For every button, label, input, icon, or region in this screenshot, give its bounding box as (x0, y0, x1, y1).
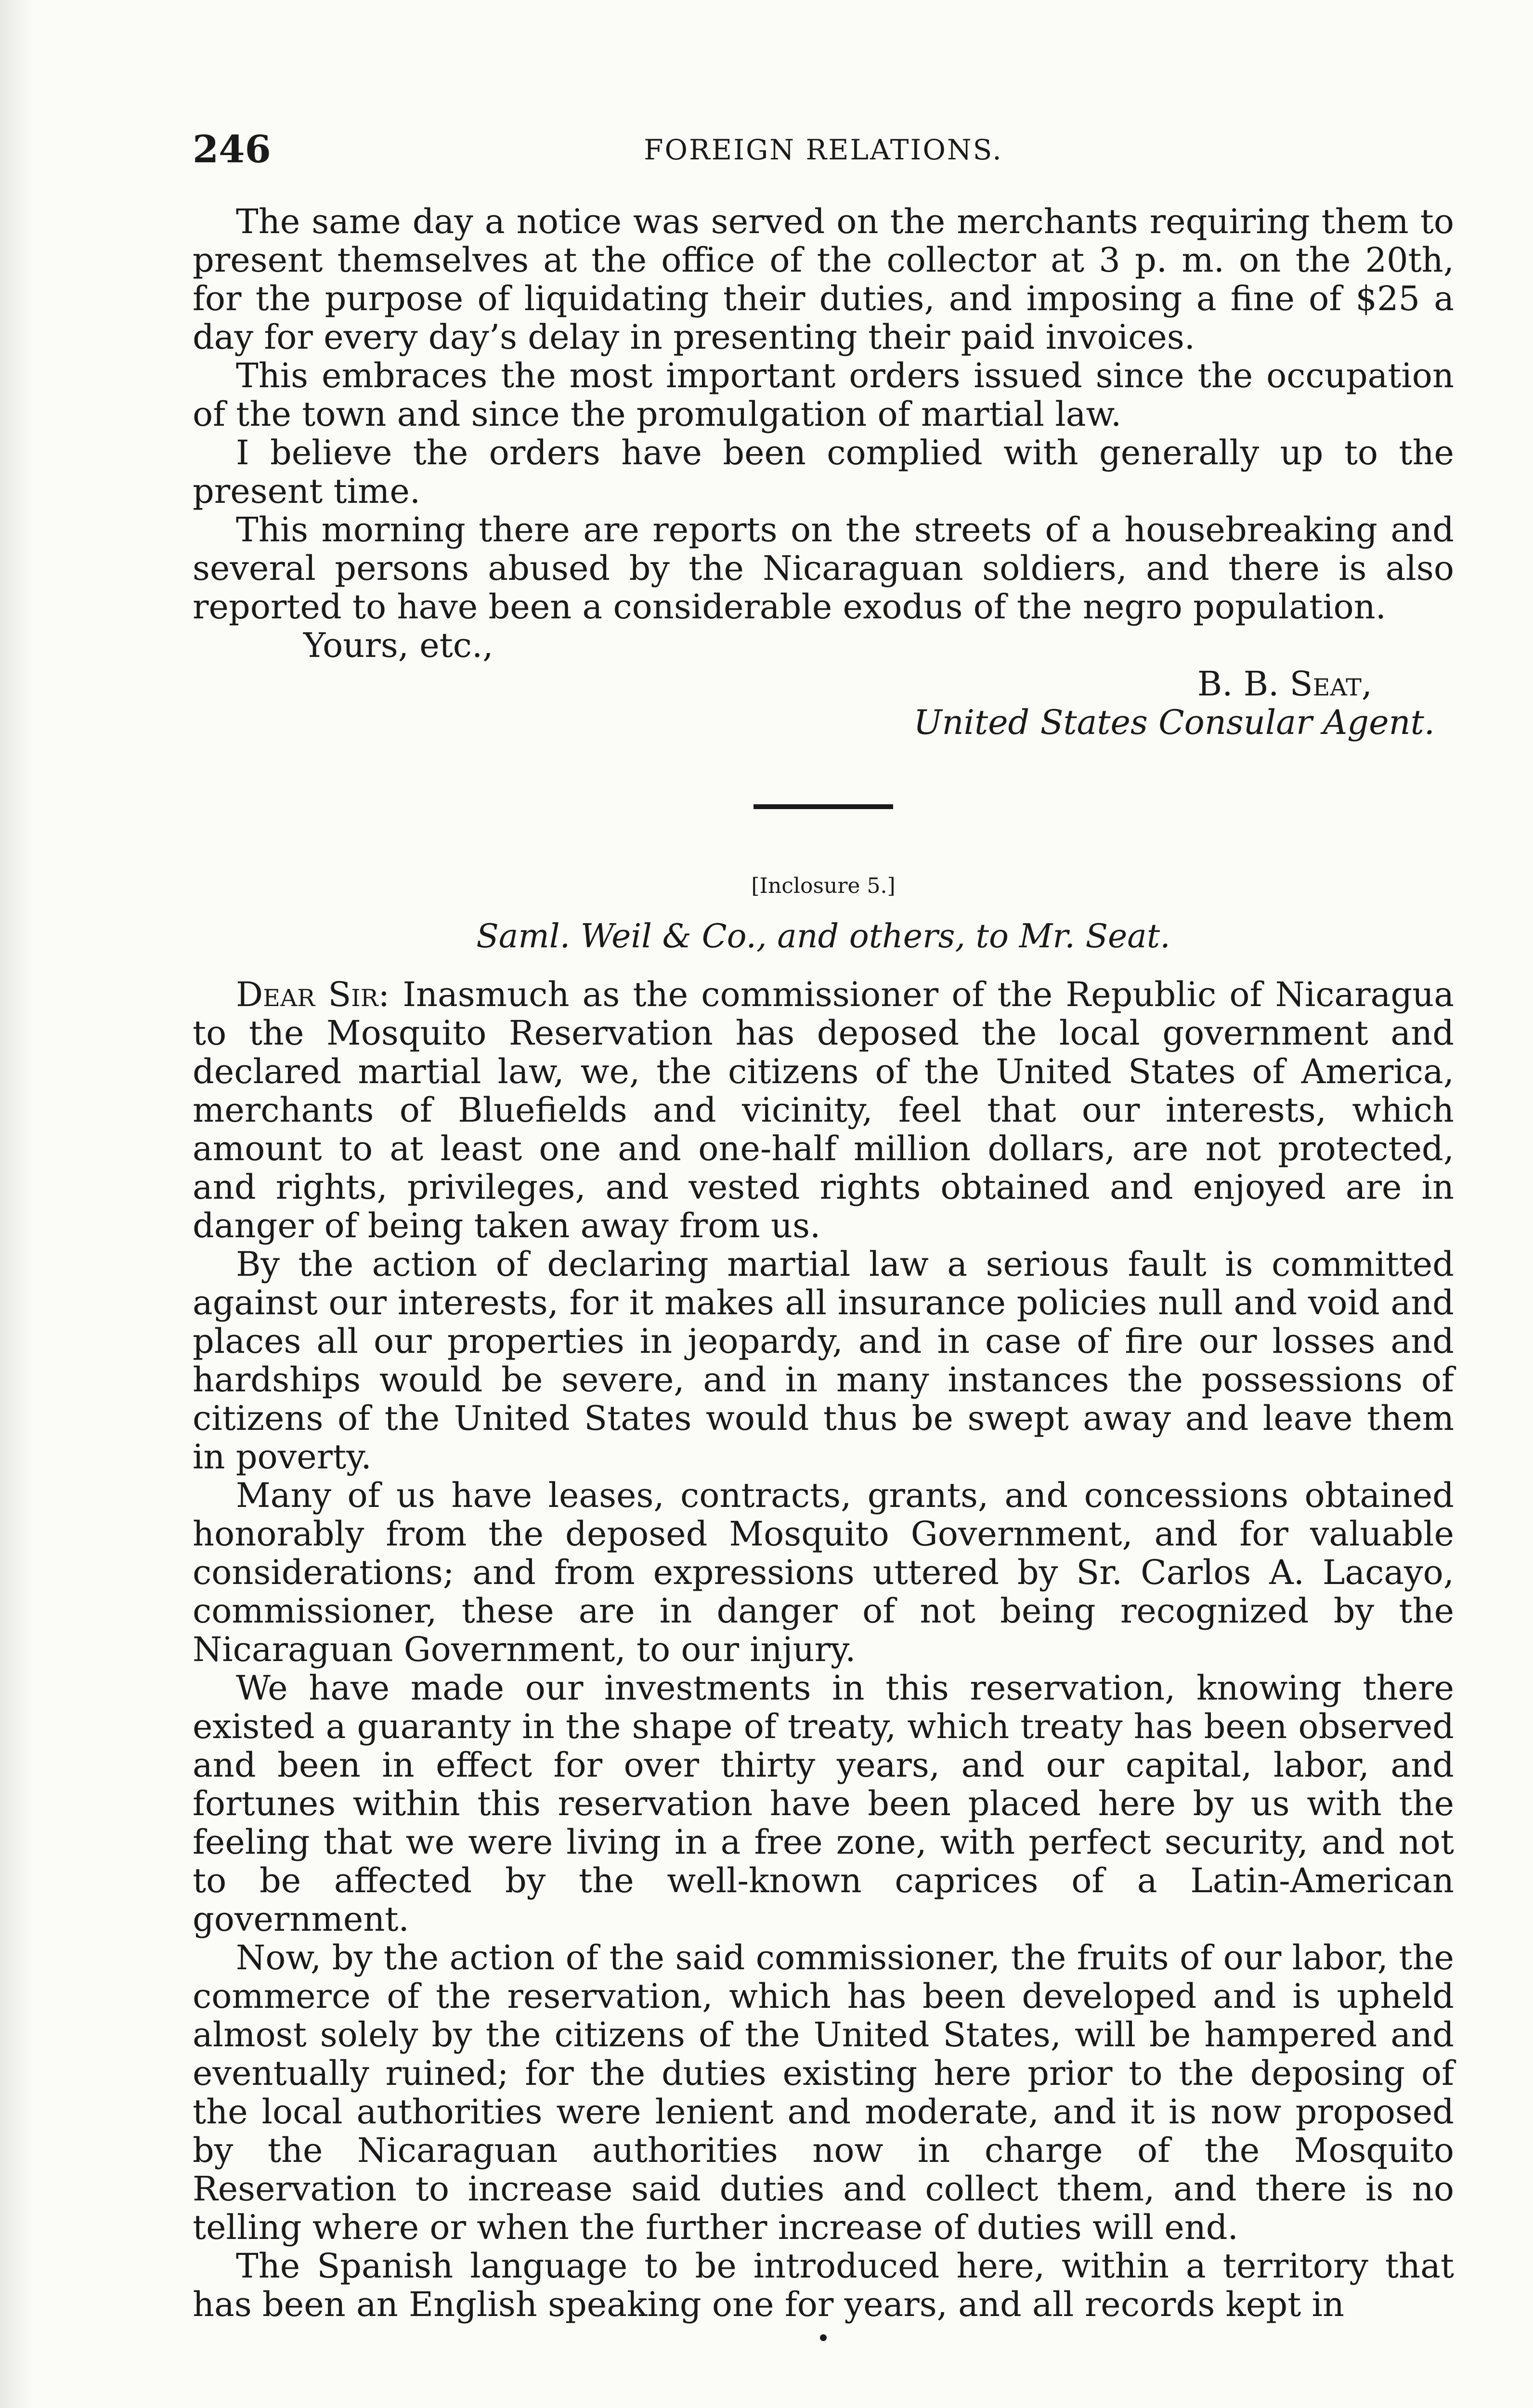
scan-edge-shadow (0, 0, 34, 2408)
page-mark (820, 2334, 827, 2341)
paragraph: The Spanish language to be introduced here, within a territory that has been an English speaking one for years, and all records kept in (193, 2246, 1454, 2324)
paragraph-text: Inasmuch as the commissioner of the Republic of Nicaragua to the Mosquito Reservation has deposed the local government and declared martial law, we, the citizens of the United States of America, merchants of Bluefields and vicinity, feel that our interests, which amount to at least one and one-half million dollars, are not protected, and rights, privileges, and vested rights obtained and enjoyed are in danger of being taken away from us. (193, 975, 1454, 1245)
paragraph: By the action of declaring martial law a serious fault is committed against our interests, for it makes all insurance policies null and void and places all our properties in jeopardy, and in case of fire our losses and hardships would be severe, and in many instances the possessions of citizens of the United States would thus be swept away and leave them in poverty. (193, 1244, 1454, 1477)
letter-heading: Saml. Weil & Co., and others, to Mr. Seat. (476, 917, 1170, 955)
paragraph: We have made our investments in this reservation, knowing there existed a guaranty in the shape of treaty, which treaty has been observed and been in effect for over thirty years, and our capital, labor, and fortunes within this reservation have been placed here by us with the feeling that we were living in a free zone, with perfect security, and not to be affected by the well-known caprices of a Latin-American government. (193, 1668, 1454, 1939)
paragraph: I believe the orders have been complied with generally up to the present time. (193, 433, 1454, 511)
paragraph: Many of us have leases, contracts, grants, and concessions obtained honorably from the deposed Mosquito Government, and for valuable considerations; and from expressions uttered by Sr. Carlos A. Lacayo, commissioner, these are in danger of not being recognized by the Nicaraguan Government, to our injury. (193, 1476, 1454, 1669)
signature-name: B. B. Seat, (1197, 664, 1372, 704)
signature-title: United States Consular Agent. (913, 703, 1435, 742)
paragraph (193, 975, 1454, 1245)
running-title: FOREIGN RELATIONS. (644, 133, 1003, 166)
paragraph: This morning there are reports on the streets of a housebreaking and several persons abused by the Nicaraguan soldiers, and there is also reported to have been a considerable exodus of the negro population. (193, 510, 1454, 627)
paragraph: The same day a notice was served on the merchants requiring them to present themselves at the office of the collector at 3 p. m. on the 20th, for the purpose of liquidating their duties, and imposing a fine of $25 a day for every day’s delay in presenting their paid invoices. (193, 202, 1454, 357)
closing: Yours, etc., (303, 626, 494, 665)
paragraph: Now, by the action of the said commissioner, the fruits of our labor, the commerce of the reservation, which has been developed and is upheld almost solely by the citizens of the United States, will be hampered and eventually ruined; for the duties existing here prior to the deposing of the local authorities were lenient and moderate, and it is now proposed by the Nicaraguan authorities now in charge of the Mosquito Reservation to increase said duties and collect them, and there is no telling where or when the further increase of duties will end. (193, 1938, 1454, 2247)
section-divider (754, 804, 893, 809)
paragraph: This embraces the most important orders issued since the occupation of the town and since the promulgation of martial law. (193, 356, 1454, 434)
page-number: 246 (193, 128, 271, 171)
body-text (193, 202, 1454, 2341)
salutation: Dear Sir: (236, 975, 390, 1014)
page-header (193, 128, 1454, 181)
inclosure-label: [Inclosure 5.] (751, 874, 896, 898)
